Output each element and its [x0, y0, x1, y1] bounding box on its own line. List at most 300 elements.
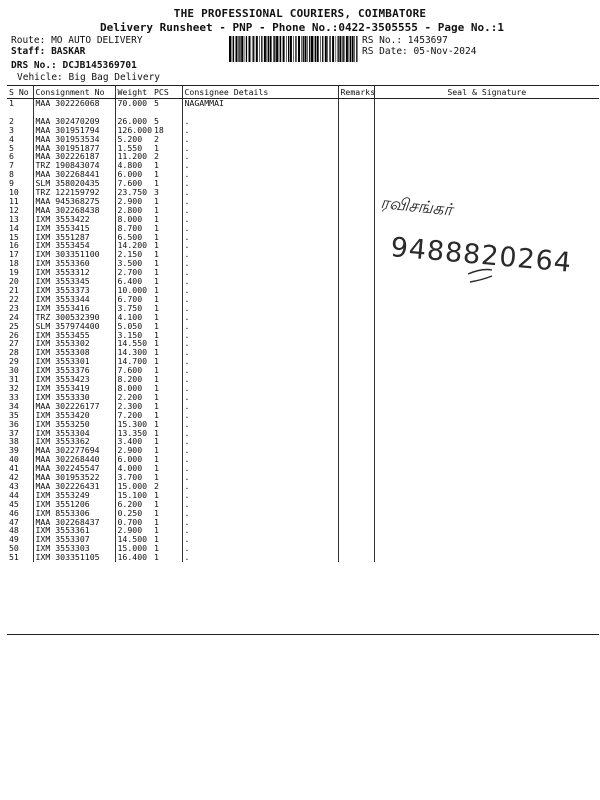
row-sno: 25: [9, 321, 19, 331]
row-consignment-no: IXM 3553422: [33, 215, 115, 224]
row-pcs: 1: [154, 544, 159, 554]
row-signature: [374, 500, 599, 509]
staff-line: Staff: BASKAR: [11, 46, 86, 57]
table-row: [7, 535, 599, 544]
col-header-signature: Seal & Signature: [374, 86, 599, 99]
col-header-consignment: Consignment No: [33, 86, 115, 99]
row-consignee: .: [182, 411, 338, 420]
row-weight: 8.200: [115, 375, 152, 384]
row-spacer: [7, 108, 599, 117]
row-consignment-no: IXM 3553420: [33, 411, 115, 420]
col-header-sno: S No: [7, 86, 33, 99]
row-consignment-no: MAA 301951794: [33, 126, 115, 135]
col-header-consignee: Consignee Details: [182, 86, 338, 99]
row-pcs: 2: [154, 481, 159, 491]
table-bottom-rule: [7, 634, 599, 635]
row-pcs: 1: [154, 464, 159, 474]
row-sno: 9: [9, 179, 14, 189]
row-pcs: 18: [154, 125, 164, 135]
row-weight: 7.200: [115, 411, 152, 420]
row-pcs: 1: [154, 490, 159, 500]
row-remarks: [338, 206, 374, 215]
row-remarks: [338, 357, 374, 366]
row-sno: 50: [9, 544, 19, 554]
row-signature: [374, 339, 599, 348]
row-pcs: 1: [154, 383, 159, 393]
row-consignee: .: [182, 197, 338, 206]
row-signature: [374, 526, 599, 535]
row-sno: 20: [9, 277, 19, 287]
row-consignment-no: IXM 3553302: [33, 339, 115, 348]
row-sno: 12: [9, 205, 19, 215]
table-row: [7, 553, 599, 562]
table-row: [7, 544, 599, 553]
row-sno: 32: [9, 383, 19, 393]
row-consignee: .: [182, 393, 338, 402]
row-signature: [374, 553, 599, 562]
row-consignee: .: [182, 126, 338, 135]
row-pcs: 1: [154, 196, 159, 206]
row-signature: [374, 473, 599, 482]
row-consignment-no: SLM 357974400: [33, 322, 115, 331]
table-row: [7, 393, 599, 402]
row-weight: 3.150: [115, 331, 152, 340]
row-sno: 18: [9, 259, 19, 269]
row-weight: 7.600: [115, 366, 152, 375]
row-consignee: .: [182, 331, 338, 340]
row-consignment-no: SLM 358020435: [33, 179, 115, 188]
row-signature: [374, 509, 599, 518]
row-pcs: 1: [154, 392, 159, 402]
vehicle-value: Big Bag Delivery: [68, 72, 161, 83]
row-weight: 2.200: [115, 393, 152, 402]
row-pcs: 1: [154, 259, 159, 269]
row-signature: [374, 357, 599, 366]
row-remarks: [338, 99, 374, 108]
row-sno: 19: [9, 268, 19, 278]
row-pcs: 1: [154, 437, 159, 447]
table-row: [7, 357, 599, 366]
row-weight: 6.000: [115, 170, 152, 179]
row-consignee: .: [182, 215, 338, 224]
row-consignee: .: [182, 161, 338, 170]
row-sno: 35: [9, 410, 19, 420]
row-consignee: .: [182, 206, 338, 215]
row-remarks: [338, 286, 374, 295]
row-signature: [374, 295, 599, 304]
row-remarks: [338, 277, 374, 286]
row-sno: 3: [9, 125, 14, 135]
row-weight: 6.700: [115, 295, 152, 304]
row-signature: [374, 544, 599, 553]
row-pcs: 1: [154, 348, 159, 358]
vehicle-line: Vehicle: Big Bag Delivery: [17, 72, 161, 83]
row-remarks: [338, 375, 374, 384]
row-sno: 17: [9, 250, 19, 260]
row-consignment-no: IXM 3553455: [33, 331, 115, 340]
row-pcs: 1: [154, 330, 159, 340]
row-consignee: .: [182, 277, 338, 286]
row-signature: [374, 152, 599, 161]
row-remarks: [338, 331, 374, 340]
row-remarks: [338, 250, 374, 259]
table-row: [7, 526, 599, 535]
table-row: [7, 117, 599, 126]
rs-date-value: 05-Nov-2024: [413, 46, 477, 57]
handwritten-signature: [372, 178, 592, 288]
row-remarks: [338, 313, 374, 322]
row-consignment-no: IXM 3553301: [33, 357, 115, 366]
table-row: [7, 500, 599, 509]
row-pcs: 1: [154, 294, 159, 304]
row-sno: 44: [9, 490, 19, 500]
row-remarks: [338, 464, 374, 473]
table-row: [7, 518, 599, 527]
drs-line: DRS No.: DCJB145369701: [11, 60, 137, 71]
row-remarks: [338, 393, 374, 402]
table-row: [7, 313, 599, 322]
row-remarks: [338, 526, 374, 535]
row-signature: [374, 482, 599, 491]
row-sno: 34: [9, 401, 19, 411]
row-sno: 11: [9, 196, 19, 206]
row-remarks: [338, 402, 374, 411]
row-remarks: [338, 446, 374, 455]
row-consignee: .: [182, 259, 338, 268]
row-weight: 5.200: [115, 135, 152, 144]
row-pcs: 1: [154, 232, 159, 242]
row-consignment-no: MAA 302268441: [33, 170, 115, 179]
row-consignment-no: IXM 303351100: [33, 250, 115, 259]
handwritten-phone: 9488820264: [389, 232, 574, 279]
route-value: MO AUTO DELIVERY: [51, 35, 143, 46]
row-weight: 7.600: [115, 179, 152, 188]
row-sno: 13: [9, 214, 19, 224]
row-remarks: [338, 126, 374, 135]
row-consignee: .: [182, 455, 338, 464]
row-signature: [374, 446, 599, 455]
row-consignment-no: MAA 302226187: [33, 152, 115, 161]
row-remarks: [338, 491, 374, 500]
row-weight: 2.900: [115, 526, 152, 535]
row-sno: 14: [9, 223, 19, 233]
row-sno: 41: [9, 464, 19, 474]
row-consignment-no: IXM 3553304: [33, 429, 115, 438]
row-pcs: 1: [154, 473, 159, 482]
row-sno: 42: [9, 473, 19, 482]
row-consignee: .: [182, 188, 338, 197]
row-weight: 15.000: [115, 544, 152, 553]
row-weight: 15.000: [115, 482, 152, 491]
row-sno: 15: [9, 232, 19, 242]
row-pcs: 1: [154, 526, 159, 536]
table-row: [7, 446, 599, 455]
table-row: [7, 437, 599, 446]
row-signature: [374, 518, 599, 527]
row-pcs: 1: [154, 277, 159, 287]
table-row: [7, 99, 599, 108]
row-pcs: 1: [154, 223, 159, 233]
row-sno: 1: [9, 98, 14, 108]
row-sno: 37: [9, 428, 19, 438]
row-pcs: 5: [154, 98, 159, 108]
row-signature: [374, 535, 599, 544]
row-consignment-no: IXM 3553362: [33, 437, 115, 446]
row-consignee: .: [182, 535, 338, 544]
row-weight: 0.250: [115, 509, 152, 518]
row-remarks: [338, 117, 374, 126]
row-weight: 6.500: [115, 233, 152, 242]
table-row: [7, 509, 599, 518]
row-consignment-no: IXM 8553306: [33, 509, 115, 518]
staff-value: BASKAR: [51, 46, 86, 57]
row-remarks: [338, 411, 374, 420]
row-consignee: .: [182, 509, 338, 518]
row-weight: 15.300: [115, 420, 152, 429]
row-consignment-no: MAA 945368275: [33, 197, 115, 206]
row-weight: 14.300: [115, 348, 152, 357]
row-sno: 38: [9, 437, 19, 447]
col-header-weight: Weight: [115, 86, 152, 99]
row-pcs: 1: [154, 535, 159, 545]
row-consignee: .: [182, 482, 338, 491]
row-pcs: 1: [154, 312, 159, 322]
row-weight: 4.000: [115, 464, 152, 473]
row-remarks: [338, 518, 374, 527]
row-consignment-no: IXM 3553415: [33, 224, 115, 233]
row-weight: 6.200: [115, 500, 152, 509]
runsheet-table: [7, 85, 599, 562]
row-weight: 13.350: [115, 429, 152, 438]
row-sno: 39: [9, 446, 19, 456]
table-row: [7, 411, 599, 420]
row-sno: 33: [9, 392, 19, 402]
row-consignment-no: IXM 3553419: [33, 384, 115, 393]
row-consignment-no: MAA 301953534: [33, 135, 115, 144]
row-remarks: [338, 268, 374, 277]
row-sno: 28: [9, 348, 19, 358]
row-remarks: [338, 188, 374, 197]
row-remarks: [338, 348, 374, 357]
row-consignee: .: [182, 473, 338, 482]
row-sno: 40: [9, 455, 19, 465]
row-consignment-no: MAA 302245547: [33, 464, 115, 473]
row-weight: 1.550: [115, 144, 152, 153]
row-consignment-no: MAA 302268437: [33, 518, 115, 527]
row-consignment-no: TRZ 122159792: [33, 188, 115, 197]
row-pcs: 1: [154, 499, 159, 509]
rs-no-line: RS No.: 1453697: [362, 35, 448, 46]
row-sno: 30: [9, 366, 19, 376]
row-signature: [374, 402, 599, 411]
table-row: [7, 295, 599, 304]
row-consignment-no: IXM 3553376: [33, 366, 115, 375]
row-consignment-no: IXM 3553344: [33, 295, 115, 304]
route-line: Route: MO AUTO DELIVERY: [11, 35, 143, 46]
row-sno: 49: [9, 535, 19, 545]
row-signature: [374, 135, 599, 144]
row-remarks: [338, 241, 374, 250]
row-weight: 2.700: [115, 268, 152, 277]
row-pcs: 1: [154, 446, 159, 456]
row-consignee: .: [182, 500, 338, 509]
row-signature: [374, 304, 599, 313]
row-weight: 3.400: [115, 437, 152, 446]
row-weight: 2.900: [115, 197, 152, 206]
row-consignment-no: MAA 302226431: [33, 482, 115, 491]
row-pcs: 1: [154, 250, 159, 260]
row-consignment-no: IXM 3551287: [33, 233, 115, 242]
row-sno: 24: [9, 312, 19, 322]
table-row: [7, 482, 599, 491]
row-consignee: .: [182, 322, 338, 331]
row-consignment-no: MAA 301953522: [33, 473, 115, 482]
row-signature: [374, 366, 599, 375]
row-sno: 36: [9, 419, 19, 429]
row-remarks: [338, 161, 374, 170]
row-sno: 26: [9, 330, 19, 340]
row-consignee: .: [182, 304, 338, 313]
table-row: [7, 126, 599, 135]
row-remarks: [338, 553, 374, 562]
row-sno: 7: [9, 161, 14, 171]
row-consignment-no: MAA 302268440: [33, 455, 115, 464]
row-sno: 43: [9, 481, 19, 491]
row-pcs: 1: [154, 419, 159, 429]
row-consignee: .: [182, 241, 338, 250]
row-weight: 3.700: [115, 473, 152, 482]
row-consignee: .: [182, 117, 338, 126]
table-row: [7, 304, 599, 313]
row-remarks: [338, 366, 374, 375]
row-pcs: 1: [154, 428, 159, 438]
row-pcs: 1: [154, 170, 159, 180]
row-weight: 126.000: [115, 126, 152, 135]
row-weight: 10.000: [115, 286, 152, 295]
row-remarks: [338, 197, 374, 206]
row-consignee: .: [182, 437, 338, 446]
row-remarks: [338, 322, 374, 331]
table-row: [7, 420, 599, 429]
row-consignment-no: IXM 3551206: [33, 500, 115, 509]
row-weight: 3.500: [115, 259, 152, 268]
row-consignee: .: [182, 313, 338, 322]
barcode: [229, 36, 359, 62]
row-remarks: [338, 135, 374, 144]
table-row: [7, 144, 599, 153]
row-pcs: 3: [154, 188, 159, 197]
row-pcs: 1: [154, 161, 159, 171]
row-remarks: [338, 179, 374, 188]
row-weight: 8.000: [115, 215, 152, 224]
row-remarks: [338, 437, 374, 446]
table-row: [7, 455, 599, 464]
row-pcs: 1: [154, 401, 159, 411]
row-consignment-no: IXM 3553345: [33, 277, 115, 286]
row-consignee: .: [182, 518, 338, 527]
row-pcs: 1: [154, 321, 159, 331]
table-row: [7, 384, 599, 393]
row-signature: [374, 491, 599, 500]
row-weight: 23.750: [115, 188, 152, 197]
row-remarks: [338, 215, 374, 224]
row-remarks: [338, 420, 374, 429]
row-remarks: [338, 535, 374, 544]
table-row: [7, 402, 599, 411]
row-pcs: 1: [154, 214, 159, 224]
row-pcs: 1: [154, 241, 159, 251]
row-consignee: .: [182, 348, 338, 357]
table-row: [7, 339, 599, 348]
row-pcs: 1: [154, 517, 159, 527]
row-sno: 10: [9, 188, 19, 197]
company-title: THE PROFESSIONAL COURIERS, COIMBATORE: [173, 7, 427, 20]
row-sno: 2: [9, 116, 14, 126]
row-consignment-no: MAA 302268438: [33, 206, 115, 215]
row-signature: [374, 348, 599, 357]
row-weight: 2.150: [115, 250, 152, 259]
row-pcs: 1: [154, 268, 159, 278]
row-signature: [374, 455, 599, 464]
row-signature: [374, 126, 599, 135]
row-pcs: 1: [154, 143, 159, 153]
row-weight: 14.700: [115, 357, 152, 366]
row-consignment-no: IXM 3553361: [33, 526, 115, 535]
row-signature: [374, 393, 599, 402]
table-row: [7, 473, 599, 482]
row-signature: [374, 331, 599, 340]
row-pcs: 1: [154, 366, 159, 376]
row-pcs: 1: [154, 455, 159, 465]
row-pcs: 1: [154, 339, 159, 349]
row-pcs: 1: [154, 410, 159, 420]
table-row: [7, 366, 599, 375]
row-consignment-no: MAA 301951877: [33, 144, 115, 153]
row-consignment-no: IXM 3553423: [33, 375, 115, 384]
table-row: [7, 152, 599, 161]
row-consignee: .: [182, 366, 338, 375]
row-sno: 31: [9, 375, 19, 384]
row-signature: [374, 322, 599, 331]
row-consignee: .: [182, 250, 338, 259]
row-consignment-no: TRZ 190843074: [33, 161, 115, 170]
row-signature: [374, 420, 599, 429]
runsheet-subtitle: Delivery Runsheet - PNP - Phone No.:0422-3505555 - Page No.:1: [100, 21, 504, 34]
row-consignee: .: [182, 224, 338, 233]
col-header-pcs: PCS: [152, 86, 182, 99]
row-consignment-no: IXM 3553373: [33, 286, 115, 295]
row-consignment-no: IXM 303351105: [33, 553, 115, 562]
row-pcs: 1: [154, 357, 159, 367]
table-row: [7, 135, 599, 144]
row-weight: 11.200: [115, 152, 152, 161]
row-sno: 5: [9, 143, 14, 153]
row-consignee: .: [182, 233, 338, 242]
row-remarks: [338, 544, 374, 553]
row-remarks: [338, 429, 374, 438]
row-consignee: .: [182, 544, 338, 553]
col-header-remarks: Remarks: [338, 86, 374, 99]
row-weight: 26.000: [115, 117, 152, 126]
drs-value: DCJB145369701: [62, 60, 137, 71]
row-pcs: 1: [154, 375, 159, 384]
row-weight: 14.200: [115, 241, 152, 250]
row-signature: [374, 411, 599, 420]
row-remarks: [338, 482, 374, 491]
table-row: [7, 464, 599, 473]
row-consignee: .: [182, 295, 338, 304]
row-consignee: .: [182, 135, 338, 144]
